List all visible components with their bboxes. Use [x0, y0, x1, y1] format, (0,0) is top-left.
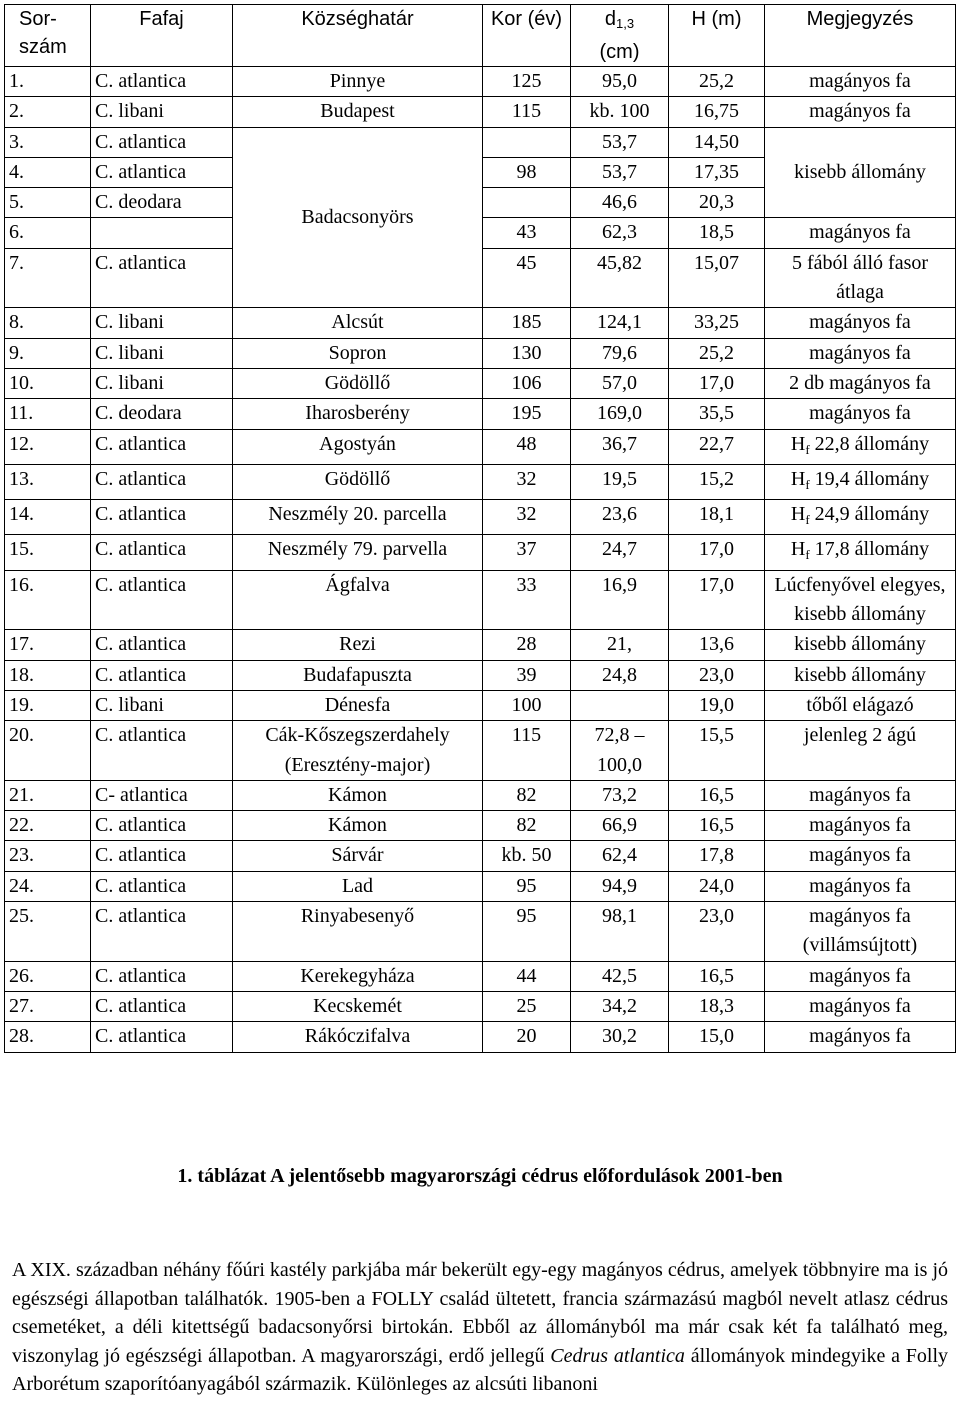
- age-cell: 39: [483, 660, 571, 690]
- species-cell: C. atlantica: [91, 157, 233, 187]
- age-cell: 106: [483, 368, 571, 398]
- height-cell: 18,5: [669, 218, 765, 248]
- age-cell: 32: [483, 500, 571, 535]
- row-number: 13.: [5, 464, 91, 499]
- remark-cell: 5 fából álló fasor átlaga: [765, 248, 956, 308]
- paragraph-part-2: állományok mindegyike a Folly Arborétum szaporítóanyagából származik. Különleges az alcsúti libanoni: [12, 1344, 948, 1396]
- remark-cell: magányos fa: [765, 780, 956, 810]
- row-number: 16.: [5, 570, 91, 630]
- remark-cell: magányos fa: [765, 811, 956, 841]
- location-cell: Gödöllő: [233, 368, 483, 398]
- species-cell: C- atlantica: [91, 780, 233, 810]
- remark-h-symbol: H: [790, 503, 806, 526]
- species-cell: C. atlantica: [91, 721, 233, 781]
- row-number: 12.: [5, 429, 91, 464]
- height-cell: 16,5: [669, 961, 765, 991]
- row-number: 21.: [5, 780, 91, 810]
- table-row: [5, 500, 956, 535]
- diameter-cell: 53,7: [571, 127, 669, 157]
- age-cell: 20: [483, 1022, 571, 1052]
- table-row: [5, 308, 956, 338]
- height-cell: 18,3: [669, 991, 765, 1021]
- species-cell: C. libani: [91, 338, 233, 368]
- location-cell: Alcsút: [233, 308, 483, 338]
- diameter-cell: kb. 100: [571, 97, 669, 127]
- row-number: 8.: [5, 308, 91, 338]
- height-cell: 15,07: [669, 248, 765, 308]
- height-cell: 15,5: [669, 721, 765, 781]
- table-row: [5, 780, 956, 810]
- location-cell: Rezi: [233, 630, 483, 660]
- diameter-cell: 19,5: [571, 464, 669, 499]
- row-number: 26.: [5, 961, 91, 991]
- remark-text: 24,9 állomány: [814, 503, 930, 526]
- table-row: [5, 338, 956, 368]
- species-cell: C. libani: [91, 368, 233, 398]
- location-cell: Dénesfa: [233, 690, 483, 720]
- diameter-cell: 34,2: [571, 991, 669, 1021]
- table-row: [5, 127, 956, 157]
- age-cell: 95: [483, 871, 571, 901]
- age-cell: 115: [483, 97, 571, 127]
- row-number: 22.: [5, 811, 91, 841]
- height-cell: 17,0: [669, 368, 765, 398]
- table-row: [5, 399, 956, 429]
- species-cell: [91, 218, 233, 248]
- row-number: 24.: [5, 871, 91, 901]
- row-number: 17.: [5, 630, 91, 660]
- height-cell: 20,3: [669, 188, 765, 218]
- row-number: 14.: [5, 500, 91, 535]
- header-h: H (m): [669, 5, 765, 67]
- remark-h-symbol: H: [790, 467, 806, 490]
- species-cell: C. atlantica: [91, 127, 233, 157]
- height-cell: 24,0: [669, 871, 765, 901]
- diameter-cell: 66,9: [571, 811, 669, 841]
- location-cell: Lad: [233, 871, 483, 901]
- age-cell: 98: [483, 157, 571, 187]
- species-cell: C. atlantica: [91, 535, 233, 570]
- remark-cell: kisebb állomány: [765, 630, 956, 660]
- remark-text: 19,4 állomány: [814, 467, 930, 490]
- diameter-cell: 23,6: [571, 500, 669, 535]
- row-number: 1.: [5, 67, 91, 97]
- species-cell: C. libani: [91, 690, 233, 720]
- row-number: 4.: [5, 157, 91, 187]
- row-number: 20.: [5, 721, 91, 781]
- age-cell: [483, 127, 571, 157]
- diameter-cell: 42,5: [571, 961, 669, 991]
- age-cell: [483, 188, 571, 218]
- height-cell: 18,1: [669, 500, 765, 535]
- remark-cell: [765, 429, 956, 464]
- height-cell: 15,2: [669, 464, 765, 499]
- row-number: 18.: [5, 660, 91, 690]
- header-megjegyzes: Megjegyzés: [765, 5, 956, 67]
- table-row: [5, 429, 956, 464]
- diameter-cell: 72,8 – 100,0: [571, 721, 669, 781]
- diameter-cell: 57,0: [571, 368, 669, 398]
- diameter-cell: 95,0: [571, 67, 669, 97]
- location-cell: Cák-Kőszegszerdahely (Eresztény-major): [233, 721, 483, 781]
- species-cell: C. atlantica: [91, 660, 233, 690]
- row-number: 6.: [5, 218, 91, 248]
- location-cell: Badacsonyörs: [233, 127, 483, 308]
- species-cell: C. atlantica: [91, 429, 233, 464]
- remark-cell: magányos fa: [765, 871, 956, 901]
- height-cell: 14,50: [669, 127, 765, 157]
- table-row: [5, 811, 956, 841]
- height-cell: 35,5: [669, 399, 765, 429]
- species-cell: C. libani: [91, 308, 233, 338]
- location-cell: Sopron: [233, 338, 483, 368]
- age-cell: 48: [483, 429, 571, 464]
- diameter-cell: 16,9: [571, 570, 669, 630]
- age-cell: 125: [483, 67, 571, 97]
- row-number: 2.: [5, 97, 91, 127]
- row-number: 27.: [5, 991, 91, 1021]
- age-cell: 100: [483, 690, 571, 720]
- height-cell: 17,8: [669, 841, 765, 871]
- location-cell: Kecskemét: [233, 991, 483, 1021]
- remark-cell: tőből elágazó: [765, 690, 956, 720]
- location-cell: Iharosberény: [233, 399, 483, 429]
- remark-h-symbol: H: [790, 432, 806, 455]
- row-number: 25.: [5, 902, 91, 962]
- body-paragraph: [12, 1256, 948, 1399]
- species-cell: C. atlantica: [91, 1022, 233, 1052]
- remark-cell: magányos fa: [765, 841, 956, 871]
- species-cell: C. atlantica: [91, 500, 233, 535]
- table-row: [5, 660, 956, 690]
- remark-cell: magányos fa: [765, 218, 956, 248]
- table-row: [5, 961, 956, 991]
- height-cell: 25,2: [669, 338, 765, 368]
- location-cell: Budafapuszta: [233, 660, 483, 690]
- height-cell: 16,75: [669, 97, 765, 127]
- age-cell: 115: [483, 721, 571, 781]
- diameter-cell: 46,6: [571, 188, 669, 218]
- row-number: 15.: [5, 535, 91, 570]
- remark-cell: Lúcfenyővel elegyes, kisebb állomány: [765, 570, 956, 630]
- remark-cell: magányos fa: [765, 399, 956, 429]
- location-cell: Kerekegyháza: [233, 961, 483, 991]
- row-number: 9.: [5, 338, 91, 368]
- remark-cell: magányos fa: [765, 961, 956, 991]
- location-cell: Ágfalva: [233, 570, 483, 630]
- species-cell: C. deodara: [91, 399, 233, 429]
- row-number: 5.: [5, 188, 91, 218]
- row-number: 19.: [5, 690, 91, 720]
- species-cell: C. libani: [91, 97, 233, 127]
- table-row: [5, 97, 956, 127]
- remark-cell: magányos fa: [765, 338, 956, 368]
- diameter-cell: 73,2: [571, 780, 669, 810]
- age-cell: 28: [483, 630, 571, 660]
- species-cell: C. atlantica: [91, 464, 233, 499]
- species-cell: C. atlantica: [91, 902, 233, 962]
- table-row: [5, 570, 956, 630]
- age-cell: kb. 50: [483, 841, 571, 871]
- height-cell: 19,0: [669, 690, 765, 720]
- row-number: 11.: [5, 399, 91, 429]
- height-cell: 17,0: [669, 570, 765, 630]
- remark-cell: magányos fa: [765, 991, 956, 1021]
- table-row: [5, 690, 956, 720]
- height-cell: 15,0: [669, 1022, 765, 1052]
- location-cell: Gödöllő: [233, 464, 483, 499]
- age-cell: 82: [483, 811, 571, 841]
- diameter-cell: 169,0: [571, 399, 669, 429]
- paragraph-part-1: A XIX. században néhány főúri kastély parkjába már bekerült egy-egy magányos cédrus, amelyek többnyire ma is jó egészségi állapotban találhatók. 1905-ben a FOLLY család ültetett, francia származású magból nevelt atlasz cédrus csemetéket, a déli kitettségű badacsonyőrsi birtokán. Ebből az állományból ma már csak két fa található meg, viszonylag jó egészségi állapotban. A magyarországi, erdő jellegű: [12, 1259, 948, 1367]
- diameter-cell: 36,7: [571, 429, 669, 464]
- diameter-cell: [571, 690, 669, 720]
- diameter-cell: 124,1: [571, 308, 669, 338]
- remark-f-subscript: f: [805, 512, 810, 528]
- header-fafaj: Fafaj: [91, 5, 233, 67]
- diameter-cell: 62,3: [571, 218, 669, 248]
- remark-cell: magányos fa: [765, 97, 956, 127]
- height-cell: 33,25: [669, 308, 765, 338]
- remark-h-symbol: H: [790, 538, 806, 561]
- diameter-cell: 94,9: [571, 871, 669, 901]
- remark-text: 22,8 állomány: [814, 432, 930, 455]
- species-cell: C. atlantica: [91, 871, 233, 901]
- header-kor: Kor (év): [483, 5, 571, 67]
- diameter-cell: 24,7: [571, 535, 669, 570]
- species-cell: C. atlantica: [91, 811, 233, 841]
- table-row: [5, 902, 956, 962]
- table-row: [5, 535, 956, 570]
- location-cell: Rákóczifalva: [233, 1022, 483, 1052]
- height-cell: 25,2: [669, 67, 765, 97]
- species-cell: C. atlantica: [91, 248, 233, 308]
- diameter-cell: 21,: [571, 630, 669, 660]
- species-cell: C. atlantica: [91, 67, 233, 97]
- remark-cell: kisebb állomány: [765, 127, 956, 218]
- table-body: [5, 67, 956, 1053]
- age-cell: 82: [483, 780, 571, 810]
- remark-cell: magányos fa (villámsújtott): [765, 902, 956, 962]
- remark-cell: 2 db magányos fa: [765, 368, 956, 398]
- species-cell: C. deodara: [91, 188, 233, 218]
- location-cell: Neszmély 20. parcella: [233, 500, 483, 535]
- header-d-unit: (cm): [599, 41, 640, 63]
- paragraph-species-italic: Cedrus atlantica: [550, 1344, 685, 1367]
- age-cell: 33: [483, 570, 571, 630]
- table-row: [5, 721, 956, 781]
- diameter-cell: 79,6: [571, 338, 669, 368]
- age-cell: 32: [483, 464, 571, 499]
- age-cell: 25: [483, 991, 571, 1021]
- height-cell: 23,0: [669, 902, 765, 962]
- height-cell: 16,5: [669, 811, 765, 841]
- header-d-subscript: 1,3: [616, 16, 635, 31]
- remark-cell: jelenleg 2 ágú: [765, 721, 956, 781]
- species-cell: C. atlantica: [91, 570, 233, 630]
- remark-cell: [765, 464, 956, 499]
- location-cell: Neszmély 79. parvella: [233, 535, 483, 570]
- table-row: [5, 67, 956, 97]
- table-caption: 1. táblázat A jelentősebb magyarországi cédrus előfordulások 2001-ben: [177, 1165, 783, 1187]
- remark-cell: [765, 500, 956, 535]
- diameter-cell: 62,4: [571, 841, 669, 871]
- species-cell: C. atlantica: [91, 961, 233, 991]
- table-row: [5, 368, 956, 398]
- table-row: [5, 841, 956, 871]
- species-cell: C. atlantica: [91, 991, 233, 1021]
- header-sorszam: Sor-szám: [5, 5, 91, 67]
- table-row: [5, 871, 956, 901]
- header-d13: [571, 5, 669, 67]
- height-cell: 17,35: [669, 157, 765, 187]
- species-cell: C. atlantica: [91, 841, 233, 871]
- location-cell: Kámon: [233, 780, 483, 810]
- age-cell: 185: [483, 308, 571, 338]
- remark-cell: magányos fa: [765, 308, 956, 338]
- diameter-cell: 98,1: [571, 902, 669, 962]
- remark-cell: kisebb állomány: [765, 660, 956, 690]
- remark-f-subscript: f: [805, 476, 810, 492]
- remark-f-subscript: f: [805, 441, 810, 457]
- diameter-cell: 45,82: [571, 248, 669, 308]
- table-row: [5, 991, 956, 1021]
- height-cell: 17,0: [669, 535, 765, 570]
- age-cell: 44: [483, 961, 571, 991]
- age-cell: 45: [483, 248, 571, 308]
- height-cell: 23,0: [669, 660, 765, 690]
- location-cell: Pinnye: [233, 67, 483, 97]
- row-number: 23.: [5, 841, 91, 871]
- location-cell: Rinyabesenyő: [233, 902, 483, 962]
- remark-cell: magányos fa: [765, 1022, 956, 1052]
- row-number: 10.: [5, 368, 91, 398]
- height-cell: 22,7: [669, 429, 765, 464]
- diameter-cell: 24,8: [571, 660, 669, 690]
- table-header-row: [5, 5, 956, 67]
- height-cell: 13,6: [669, 630, 765, 660]
- remark-f-subscript: f: [805, 547, 810, 563]
- cedrus-table: [4, 4, 956, 1053]
- species-cell: C. atlantica: [91, 630, 233, 660]
- diameter-cell: 30,2: [571, 1022, 669, 1052]
- row-number: 3.: [5, 127, 91, 157]
- table-row: [5, 630, 956, 660]
- remark-text: 17,8 állomány: [814, 538, 930, 561]
- age-cell: 43: [483, 218, 571, 248]
- age-cell: 95: [483, 902, 571, 962]
- height-cell: 16,5: [669, 780, 765, 810]
- remark-cell: [765, 535, 956, 570]
- row-number: 7.: [5, 248, 91, 308]
- remark-cell: magányos fa: [765, 67, 956, 97]
- age-cell: 195: [483, 399, 571, 429]
- location-cell: Sárvár: [233, 841, 483, 871]
- row-number: 28.: [5, 1022, 91, 1052]
- location-cell: Budapest: [233, 97, 483, 127]
- header-d-symbol: d: [604, 8, 617, 30]
- age-cell: 37: [483, 535, 571, 570]
- table-row: [5, 464, 956, 499]
- age-cell: 130: [483, 338, 571, 368]
- table-row: [5, 1022, 956, 1052]
- header-kozseghatar: Községhatár: [233, 5, 483, 67]
- diameter-cell: 53,7: [571, 157, 669, 187]
- location-cell: Agostyán: [233, 429, 483, 464]
- location-cell: Kámon: [233, 811, 483, 841]
